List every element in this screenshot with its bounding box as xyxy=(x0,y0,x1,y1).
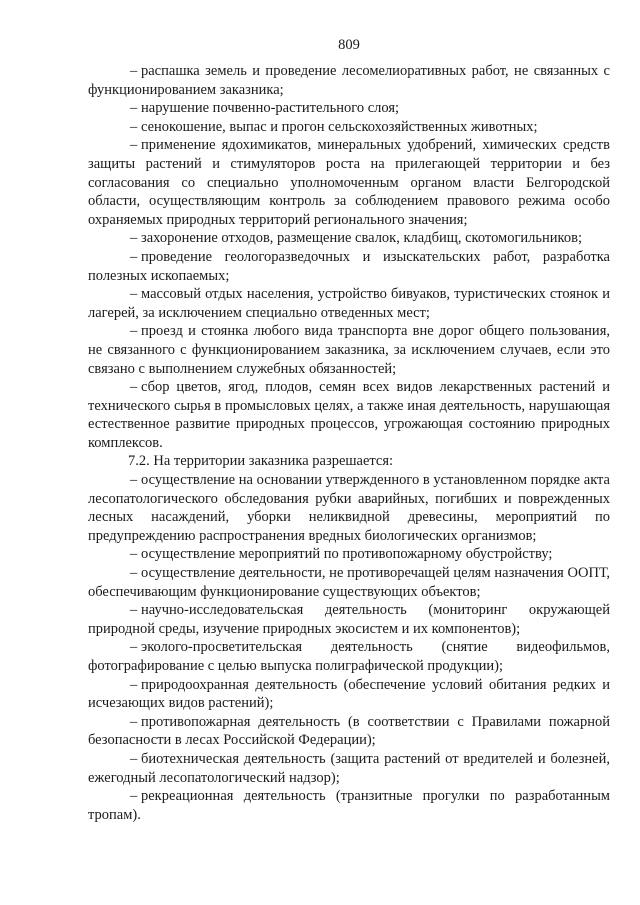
list-item xyxy=(88,322,610,378)
list-item xyxy=(88,787,610,824)
list-item xyxy=(88,136,610,229)
list-item-text: осуществление деятельности, не противоречащей целям назначения ООПТ, обеспечивающим функционирование существующих объектов; xyxy=(88,565,610,600)
list-item-text: проезд и стоянка любого вида транспорта вне дорог общего пользования, не связанного с функционированием заказника, за исключением случаев, если это связано с выполнением служебных обязанностей; xyxy=(88,323,610,377)
list-item-text: нарушение почвенно-растительного слоя; xyxy=(141,100,400,117)
list-dash: – xyxy=(130,323,138,340)
list-item-text: сенокошение, выпас и прогон сельскохозяйственных животных; xyxy=(141,118,538,135)
list-item xyxy=(88,118,610,137)
prohibited-list xyxy=(88,62,610,452)
list-item-text: эколого-просветительская деятельность (снятие видеофильмов, фотографирование с целью выпуска полиграфической продукции); xyxy=(88,639,610,674)
section-heading: 7.2. На территории заказника разрешается: xyxy=(128,453,394,470)
list-item xyxy=(88,638,610,675)
list-item-text: проведение геологоразведочных и изыскательских работ, разработка полезных ископаемых; xyxy=(88,248,610,284)
list-dash: – xyxy=(130,137,138,154)
list-item-text: осуществление на основании утвержденного в установленном порядке акта лесопатологического обследования рубки аварийных, погибших и поврежденных лесных насаждений, уборки неликвидной древесины, мероприятий по предупреждению распространения вредных биологических организмов; xyxy=(88,472,610,544)
page-number: 809 xyxy=(338,37,360,53)
list-dash: – xyxy=(130,379,138,396)
list-dash: – xyxy=(130,713,138,730)
list-dash: – xyxy=(130,230,138,247)
list-item-text: распашка земель и проведение лесомелиоративных работ, не связанных с функционированием заказника; xyxy=(88,63,610,98)
list-dash: – xyxy=(130,565,138,582)
list-dash: – xyxy=(130,100,138,117)
list-dash: – xyxy=(130,750,138,767)
list-item xyxy=(88,471,610,545)
list-item-text: массовый отдых населения, устройство бивуаков, туристических стоянок и лагерей, за исключением специально отведенных мест; xyxy=(88,286,610,321)
list-item-text: природоохранная деятельность (обеспечение условий обитания редких и исчезающих видов растений); xyxy=(88,676,610,712)
list-item xyxy=(88,676,610,713)
document-body xyxy=(88,62,610,824)
list-item-text: рекреационная деятельность (транзитные прогулки по разработанным тропам). xyxy=(88,788,610,823)
list-dash: – xyxy=(130,639,138,656)
list-item-text: противопожарная деятельность (в соответствии с Правилами пожарной безопасности в лесах Российской Федерации); xyxy=(88,713,610,749)
list-item xyxy=(88,229,610,248)
list-item-text: сбор цветов, ягод, плодов, семян всех видов лекарственных растений и технического сырья в промысловых целях, а также иная деятельность, нарушающая естественное развитие природных процессов, угрожающая состоянию природных комплексов. xyxy=(88,379,610,451)
list-item-text: применение ядохимикатов, минеральных удобрений, химических средств защиты растений и стимуляторов роста на прилегающей территории и без согласования со специально уполномоченным органом власти Белгородской области, осуществляющим контроль за соблюдением правового режима особо охраняемых природных территорий регионального значения; xyxy=(88,137,610,228)
allowed-list xyxy=(88,471,610,824)
list-item xyxy=(88,750,610,787)
list-dash: – xyxy=(130,248,138,265)
list-dash: – xyxy=(130,63,138,79)
list-dash: – xyxy=(130,472,138,489)
list-dash: – xyxy=(130,286,138,303)
list-item xyxy=(88,564,610,601)
list-item-text: захоронение отходов, размещение свалок, кладбищ, скотомогильников; xyxy=(141,230,582,247)
list-item xyxy=(88,713,610,750)
list-dash: – xyxy=(130,602,138,619)
list-item xyxy=(88,62,610,99)
list-item xyxy=(88,285,610,322)
list-item xyxy=(88,545,610,564)
list-dash: – xyxy=(130,118,138,135)
list-item xyxy=(88,378,610,452)
list-item-text: научно-иcследовательская деятельность (мониторинг окружающей природной среды, изучение природных экосистем и их компонентов); xyxy=(88,602,610,637)
list-item-text: биотехническая деятельность (защита растений от вредителей и болезней, ежегодный лесопатологический надзор); xyxy=(88,750,610,786)
list-dash: – xyxy=(130,546,138,563)
list-item xyxy=(88,99,610,118)
list-dash: – xyxy=(130,676,138,693)
list-item xyxy=(88,601,610,638)
list-dash: – xyxy=(130,788,138,805)
list-item-text: осуществление мероприятий по противопожарному обустройству; xyxy=(141,546,553,563)
list-item xyxy=(88,248,610,285)
